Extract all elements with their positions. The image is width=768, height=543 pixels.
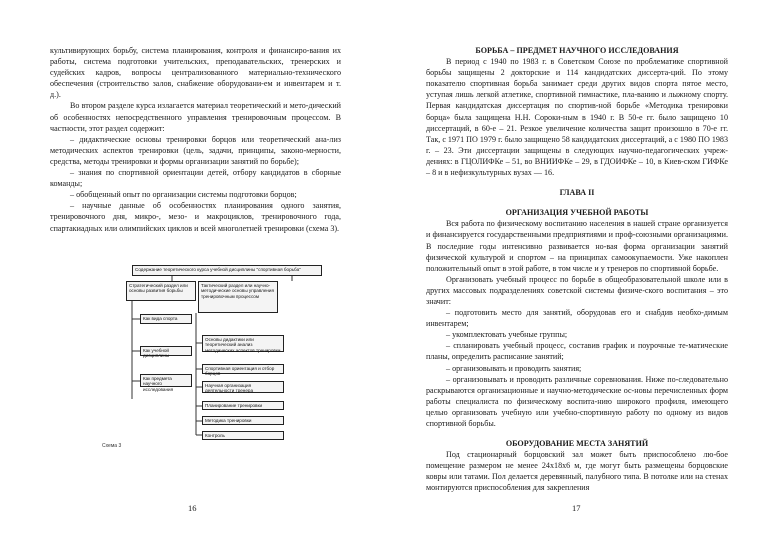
right-paragraph: – спланировать учебный процесс, составив график и поурочные те-матические планы, определить расписание занятий;	[426, 341, 728, 362]
scheme-box-orientation: Спортивная ориентация и отбор борцов	[202, 364, 284, 374]
section-title: БОРЬБА – ПРЕДМЕТ НАУЧНОГО ИССЛЕДОВАНИЯ	[475, 46, 679, 55]
left-page-number: 16	[188, 503, 197, 513]
left-paragraph: – обобщенный опыт по организации системы подготовки борцов;	[70, 190, 297, 200]
right-paragraph: – подготовить место для занятий, оборудовав его и снабдив необхо-димым инвентарем;	[426, 308, 728, 329]
left-page-text	[50, 45, 341, 234]
right-paragraph: Вся работа по физическому воспитанию населения в нашей стране организуется и финансируется государственными предприятиями и проф-союзными организациями. В последние годы интенсивно развивается но-вая форма организации занятий физической культурой и спортом – на принципах самоокупаемости. Уже накоплен положительный опыт в этой работе, в том числе и у тренеров по спортивной борьбе.	[426, 219, 728, 273]
chapter-title: ОРГАНИЗАЦИЯ УЧЕБНОЙ РАБОТЫ	[505, 208, 649, 218]
scheme-box-methods: Методика тренировки	[202, 416, 284, 425]
right-page-text	[426, 45, 728, 494]
right-page	[384, 0, 768, 543]
scheme-box-tactical: Тактический раздел или научно-методические основы управления тренировочным процессом	[198, 281, 278, 313]
right-paragraph: Под стационарный борцовский зал может быть приспособлено лю-бое помещение размером не менее 24х18х6 м, где могут быть размещены борцовские ковры или татами. Пол делается деревянный, палубного типа. В потолке или на стенах монтируются приспособления для закрепления	[426, 450, 728, 493]
scheme-box-planning: Планирование тренировки	[202, 401, 284, 410]
scheme-3-diagram	[92, 253, 382, 463]
scheme-box-discipline: Как учебной дисциплины	[140, 346, 192, 356]
left-paragraph: – научные данные об особенностях планирования одного занятия, тренировочного дня, микро-, мезо- и макроциклов, тренировочного года, спартакиадных или олимпийских циклов и всей многолетней тренировки (схема 3).	[50, 201, 341, 233]
left-paragraph: Во втором разделе курса излагается материал теоретический и мето-дический об особенностях непосредственного управления тренировочным процессом. В частности, этот раздел содержит:	[50, 101, 341, 133]
right-paragraph: – организовывать и проводить занятия;	[446, 363, 582, 373]
scheme-box-sport: Как вида спорта	[140, 314, 192, 324]
right-page-number: 17	[572, 503, 581, 513]
left-paragraph: – знания по спортивной ориентации детей, отбору кандидатов в сборные команды;	[50, 168, 341, 189]
scheme-box-control: Контроль	[202, 431, 284, 440]
scheme-box-strategic: Стратегический раздел или основы развития борьбы	[126, 281, 196, 301]
right-paragraph: В период с 1940 по 1983 г. в Советском Союзе по проблематике спортивной борьбы защищены 2 докторские и 114 кандидатских диссерта-ций. По этому показателю спортивная борьба занимает среди других видов спорта пятое место, уступая лишь легкой атлетике, спортивной гимнастике, пла-ванию и лыжному спорту. Первая кандидатская диссертация по спортив-ной борьбе «Методика тренировки борца» была защищена Н.Н. Сорoки-ным в 1940 г. В 50-е гг. было защищено 10 диссертаций, в 60-е – 21. Резкое увеличение количества защит произошло в 70-е гг. Так, с 1971 ПО 1979 г. было защищено 58 кандидатских диссертаций, а с 1980 ПО 1983 г. – 23. Эти диссертации защищены в следующих научно-педагогических учреж-дениях: в ГЦОЛИФКе – 51, во ВНИИФКе – 29, в ГДОИФКе – 10, в Киев-ском ГИФКе – 8 и в нефизкультурных вузах — 16.	[426, 57, 729, 178]
right-paragraph: – укомплектовать учебные группы;	[446, 330, 568, 340]
left-paragraph: культивирующих борьбу, система планирования, контроля и финансиро-вания их работы, система подготовки учительских, преподавательских, тренерских и судейских кадров, вопросы централизованного материально-технического обеспечения (строительство залов, снабжение оборудовани-ем и инвентарем и т. д.).	[50, 46, 341, 100]
right-paragraph: Организовать учебный процесс по борьбе в общеобразовательной школе или в других массовых подразделениях советской системы физиче-ского воспитания – это значит:	[426, 274, 728, 306]
right-paragraph: – организовывать и проводить различные соревнования. Ниже по-следовательно раскрываются организационные и научно-методические ос-новы перечисленных форм работы специалиста по физическому воспита-нию широкого профиля, имеющего целью организовать учебную или учебно-спортивную работу по одному из видов спортивной борьбы.	[426, 374, 728, 428]
scheme-box-research: Как предмета научного исследования	[140, 374, 192, 387]
scheme-caption: Схема 3	[102, 443, 122, 449]
subsection-title: ОБОРУДОВАНИЕ МЕСТА ЗАНЯТИЙ	[505, 439, 649, 449]
chapter-label: ГЛАВА II	[559, 188, 595, 198]
scheme-box-coach-work: Научная организация деятельности тренера	[202, 381, 284, 393]
scheme-box-didactics: Основы дидактики или теоретический анализ методических аспектов тренировки	[202, 335, 284, 352]
left-paragraph: – дидактические основы тренировки борцов или теоретический ана-лиз методических аспектов тренировки (цель, задачи, принципы, законо-мерности, средства, методы тренировки и формы организации занятий по борьбе);	[50, 134, 341, 166]
scheme-title-box: Содержание теоретического курса учебной дисциплины "спортивная борьба"	[132, 265, 322, 276]
